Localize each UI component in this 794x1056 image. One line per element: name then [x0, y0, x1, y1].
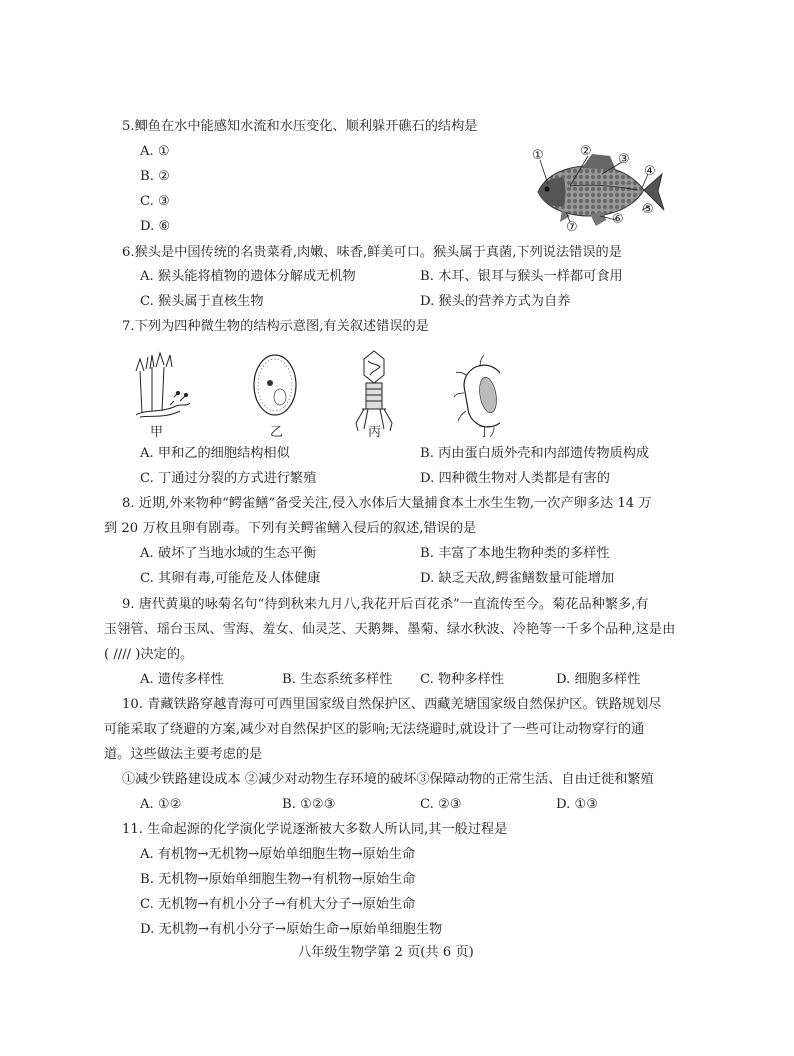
microbe-label-jia: 甲 [150, 425, 164, 440]
fish-label-2: ② [580, 144, 592, 159]
bacterium-drawing [454, 355, 500, 437]
yeast-drawing [254, 355, 296, 415]
fish-label-3: ③ [618, 152, 630, 167]
virus-drawing [356, 351, 392, 431]
q11-option-b: B. 无机物→原始单细胞生物→有机物→原始生命 [140, 872, 416, 887]
q8-option-a: A. 破坏了当地水域的生态平衡 [140, 546, 317, 561]
microbe-label-ding: 丁 [478, 425, 492, 440]
fish-label-1: ① [532, 148, 544, 163]
q7-option-b: B. 丙由蛋白质外壳和内部遗传物质构成 [420, 446, 650, 461]
mold-drawing [136, 353, 190, 417]
fish-figure [530, 144, 670, 242]
fish-label-4: ④ [644, 164, 656, 179]
q6-option-c: C. 猴头属于直核生物 [140, 294, 264, 309]
q7-option-d: D. 四种微生物对人类都是有害的 [420, 471, 610, 486]
fish-label-6: ⑥ [612, 212, 624, 227]
fish-label-5: ⑤ [642, 202, 654, 217]
q10-option-c: C. ②③ [420, 797, 462, 812]
q5-option-d: D. ⑥ [140, 219, 171, 234]
q11-option-a: A. 有机物→无机物→原始单细胞生物→原始生命 [140, 847, 416, 862]
q5-option-a: A. ① [140, 144, 170, 159]
q7-stem: 7.下列为四种微生物的结构示意图,有关叙述错误的是 [122, 319, 429, 334]
q11-option-c: C. 无机物→有机小分子→有机大分子→原始生命 [140, 897, 416, 912]
page-footer: 八年级生物学第 2 页(共 6 页) [298, 945, 474, 960]
q5-option-c: C. ③ [140, 194, 170, 209]
microbe-label-yi: 乙 [270, 425, 284, 440]
q8-option-c: C. 其卵有毒,可能危及人体健康 [140, 571, 321, 586]
fish-illustration [530, 144, 670, 242]
microbe-figure [130, 345, 500, 439]
q6-option-a: A. 猴头能将植物的遗体分解成无机物 [140, 269, 356, 284]
q9-option-b: B. 生态系统多样性 [282, 672, 393, 687]
q10-stem-line1: 10. 青藏铁路穿越青海可可西里国家级自然保护区、西藏羌塘国家级自然保护区。铁路规划尽 [122, 697, 662, 712]
q10-option-b: B. ①②③ [282, 797, 336, 812]
q11-option-d: D. 无机物→有机小分子→原始生命→原始单细胞生物 [140, 922, 443, 937]
q10-statements: ①减少铁路建设成本 ②减少对动物生存环境的破坏③保障动物的正常生活、自由迁徙和繁殖 [122, 772, 654, 787]
q9-option-d: D. 细胞多样性 [556, 672, 641, 687]
q8-option-d: D. 缺乏天敌,鳄雀鳝数量可能增加 [420, 571, 615, 586]
q6-stem: 6.猴头是中国传统的名贵菜肴,肉嫩、味香,鲜美可口。猴头属于真菌,下列说法错误的是 [122, 245, 622, 260]
q11-stem: 11. 生命起源的化学演化学说逐渐被大多数人所认同,其一般过程是 [122, 822, 508, 837]
microbe-label-bing: 丙 [368, 425, 382, 440]
q9-option-a: A. 遗传多样性 [140, 672, 224, 687]
q6-option-b: B. 木耳、银耳与猴头一样都可食用 [420, 269, 623, 284]
q10-option-a: A. ①② [140, 797, 182, 812]
q10-stem-line3: 道。这些做法主要考虑的是 [104, 747, 263, 762]
q6-option-d: D. 猴头的营养方式为自养 [420, 294, 571, 309]
fish-label-7: ⑦ [566, 220, 578, 235]
q10-stem-line2: 可能采取了绕避的方案,减少对自然保护区的影响;无法绕避时,就设计了一些可让动物穿行的通 [104, 722, 645, 737]
q8-option-b: B. 丰富了本地生物种类的多样性 [420, 546, 610, 561]
q10-option-d: D. ①③ [556, 797, 599, 812]
q7-option-c: C. 丁通过分裂的方式进行繁殖 [140, 471, 317, 486]
q9-stem-line2: 玉翎管、瑶台玉凤、雪海、羞女、仙灵芝、天鹅舞、墨菊、绿水秋波、冷艳等一千多个品种,这是由 [104, 622, 676, 637]
microbe-illustrations [130, 345, 500, 439]
q9-stem-line1: 9. 唐代黄巢的咏菊名句“待到秋来九月八,我花开后百花杀”一直流传至今。菊花品种繁多,有 [122, 597, 649, 612]
q5-stem: 5.鲫鱼在水中能感知水流和水压变化、顺利躲开礁石的结构是 [122, 119, 478, 134]
q5-option-b: B. ② [140, 169, 170, 184]
q8-stem-line1: 8. 近期,外来物种“鳄雀鳝”备受关注,侵入水体后大量捕食本土水生生物,一次产卵多达 14 万 [122, 496, 652, 511]
q9-option-c: C. 物种多样性 [420, 672, 504, 687]
q8-stem-line2: 到 20 万枚且卵有剧毒。下列有关鳄雀鳝入侵后的叙述,错误的是 [104, 521, 477, 536]
q9-stem-line3: ( //// )决定的。 [104, 647, 194, 662]
q7-option-a: A. 甲和乙的细胞结构相似 [140, 446, 290, 461]
